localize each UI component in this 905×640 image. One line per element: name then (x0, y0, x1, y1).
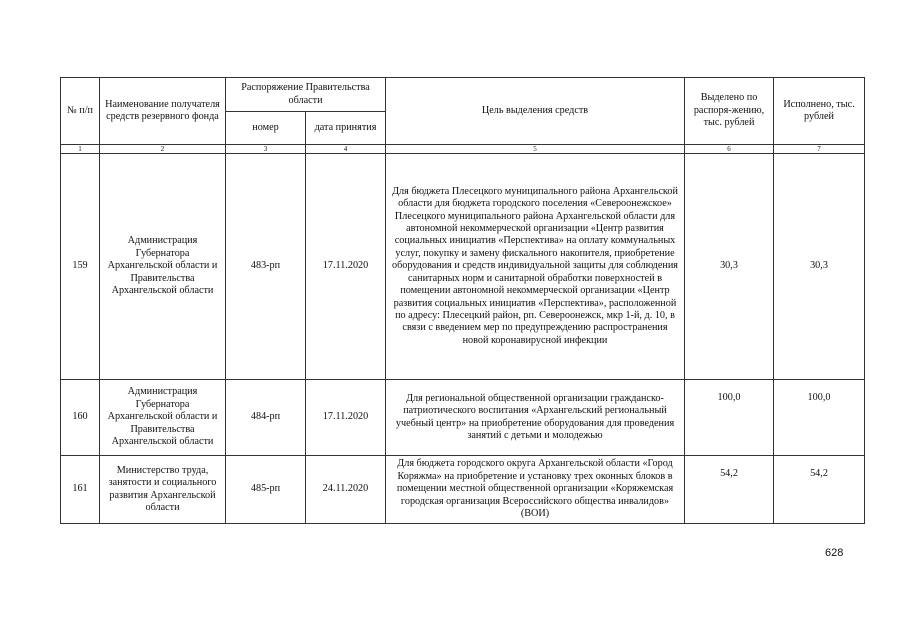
row-recipient: Администрация Губернатора Архангельской области и Правительства Архангельской области (100, 380, 226, 456)
table-header (61, 78, 865, 154)
row-order-number: 485-рп (226, 456, 306, 524)
column-number: 5 (386, 145, 685, 154)
row-executed: 54,2 (774, 456, 865, 524)
header-executed: Исполнено, тыс. рублей (774, 78, 865, 145)
row-allocated: 100,0 (685, 380, 774, 456)
row-executed: 100,0 (774, 380, 865, 456)
row-recipient: Администрация Губернатора Архангельской области и Правительства Архангельской области (100, 154, 226, 380)
column-number: 2 (100, 145, 226, 154)
row-num: 160 (61, 380, 100, 456)
row-recipient: Министерство труда, занятости и социального развития Архангельской области (100, 456, 226, 524)
row-purpose: Для бюджета Плесецкого муниципального района Архангельской области для бюджета городского поселения «Североонежское» Плесецкого муниципального района Архангельской области для автономной некоммерческой организации «Центр развития социальных инициатив «Перспектива» на оплату коммунальных услуг, покупку и замену фискального накопителя, приобретение оборудования и средств индивидуальной защиты для соблюдения санитарных норм и санитарной обработки поверхностей в помещении автономной некоммерческой организации «Центр развития социальных инициатив «Перспектива», расположенной по адресу: Плесецкий район, рп. Североонежск, мкр 1-й, д. 10, в связи с введением мер по предупреждению распространения новой коронавирусной инфекции (386, 154, 685, 380)
header-recipient: Наименование получателя средств резервного фонда (100, 78, 226, 145)
row-order-date: 17.11.2020 (306, 380, 386, 456)
table-row (61, 380, 865, 456)
header-num: № п/п (61, 78, 100, 145)
row-order-number: 483-рп (226, 154, 306, 380)
header-order: Распоряжение Правительства области (226, 78, 386, 112)
row-allocated: 30,3 (685, 154, 774, 380)
row-order-date: 24.11.2020 (306, 456, 386, 524)
column-number: 7 (774, 145, 865, 154)
column-number: 4 (306, 145, 386, 154)
header-order-number: номер (226, 112, 306, 145)
table-row (61, 154, 865, 380)
row-purpose: Для бюджета городского округа Архангельской области «Город Коряжма» на приобретение и установку трех оконных блоков в помещении местной общественной организации «Коряжемская городская организация Всероссийского общества инвалидов» (ВОИ) (386, 456, 685, 524)
row-num: 161 (61, 456, 100, 524)
header-order-date: дата принятия (306, 112, 386, 145)
row-executed: 30,3 (774, 154, 865, 380)
header-allocated: Выделено по распоря-жению, тыс. рублей (685, 78, 774, 145)
table-row (61, 456, 865, 524)
page-number: 628 (825, 547, 844, 559)
column-number: 1 (61, 145, 100, 154)
row-order-date: 17.11.2020 (306, 154, 386, 380)
column-number-row (61, 145, 865, 154)
column-number: 3 (226, 145, 306, 154)
row-num: 159 (61, 154, 100, 380)
row-order-number: 484-рп (226, 380, 306, 456)
reserve-fund-table (60, 77, 865, 524)
row-allocated: 54,2 (685, 456, 774, 524)
column-number: 6 (685, 145, 774, 154)
header-purpose: Цель выделения средств (386, 78, 685, 145)
row-purpose: Для региональной общественной организации гражданско-патриотического воспитания «Архангельский региональный учебный центр» на приобретение оборудования для проведения занятий с детьми и молодежью (386, 380, 685, 456)
